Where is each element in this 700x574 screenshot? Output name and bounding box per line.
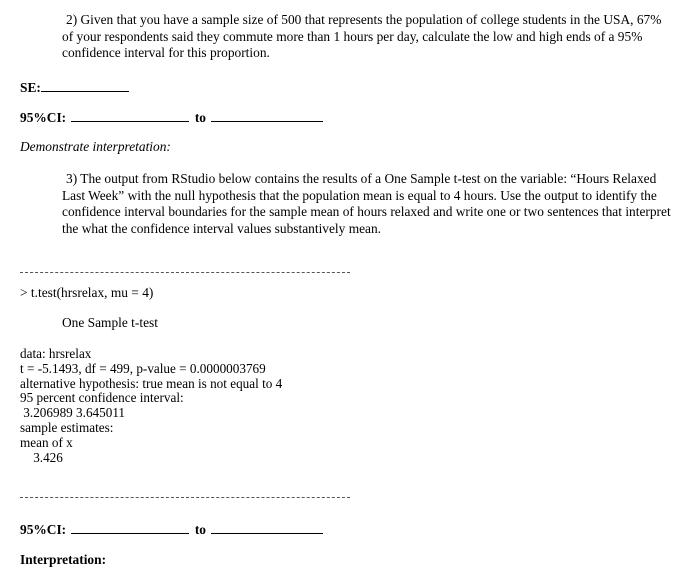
output-line: 3.426 — [20, 449, 63, 465]
output-line: alternative hypothesis: true mean is not equal to 4 — [20, 375, 283, 391]
q3-ci-label: 95%CI: — [20, 522, 67, 537]
q3-ci-row — [20, 521, 323, 538]
q2-interpretation-label: Demonstrate interpretation: — [20, 139, 171, 154]
output-line: t = -5.1493, df = 499, p-value = 0.0000003769 — [20, 360, 266, 376]
q3-ci-high-blank[interactable] — [211, 521, 323, 534]
question-2-text — [62, 12, 698, 62]
q2-ci-low-blank[interactable] — [71, 109, 189, 122]
se-answer-blank[interactable] — [41, 79, 129, 92]
output-line: sample estimates: — [20, 419, 114, 435]
q3-line-4: the what the confidence interval values substantively mean. — [62, 220, 382, 236]
r-command: > t.test(hrsrelax, mu = 4) — [20, 285, 154, 300]
se-row — [20, 79, 129, 96]
question-3-text — [62, 171, 698, 237]
q3-interpretation-label: Interpretation: — [20, 552, 107, 567]
output-line: 95 percent confidence interval: — [20, 390, 184, 406]
output-line: 3.206989 3.645011 — [20, 405, 126, 421]
test-title: One Sample t-test — [62, 315, 158, 330]
se-label: SE: — [20, 80, 41, 95]
q3-line-2: Last Week” with the null hypothesis that the population mean is equal to 4 hours. Use the output to identify the — [62, 187, 657, 203]
q2-ci-to: to — [194, 110, 206, 125]
q2-ci-label: 95%CI: — [20, 110, 67, 125]
q2-line-3: confidence interval for this proportion. — [62, 45, 270, 60]
output-top-divider — [20, 272, 350, 273]
output-line: data: hrsrelax — [20, 346, 92, 361]
q2-ci-high-blank[interactable] — [211, 109, 323, 122]
q2-ci-row — [20, 109, 323, 126]
q3-line-1: 3) The output from RStudio below contains the results of a One Sample t-test on the variable: “Hours Relaxed — [66, 171, 657, 186]
r-output-block — [20, 347, 282, 465]
q3-ci-low-blank[interactable] — [71, 521, 189, 534]
output-bottom-divider — [20, 497, 350, 498]
q2-line-2: of your respondents said they commute more than 1 hours per day, calculate the low and high ends of a 95% — [62, 28, 643, 44]
output-line: mean of x — [20, 434, 73, 450]
q3-line-3: confidence interval boundaries for the sample mean of hours relaxed and write one or two sentences that interpret — [62, 204, 671, 219]
q2-line-1: 2) Given that you have a sample size of 500 that represents the population of college students in the USA, 67% — [66, 12, 662, 27]
q3-ci-to: to — [194, 522, 206, 537]
